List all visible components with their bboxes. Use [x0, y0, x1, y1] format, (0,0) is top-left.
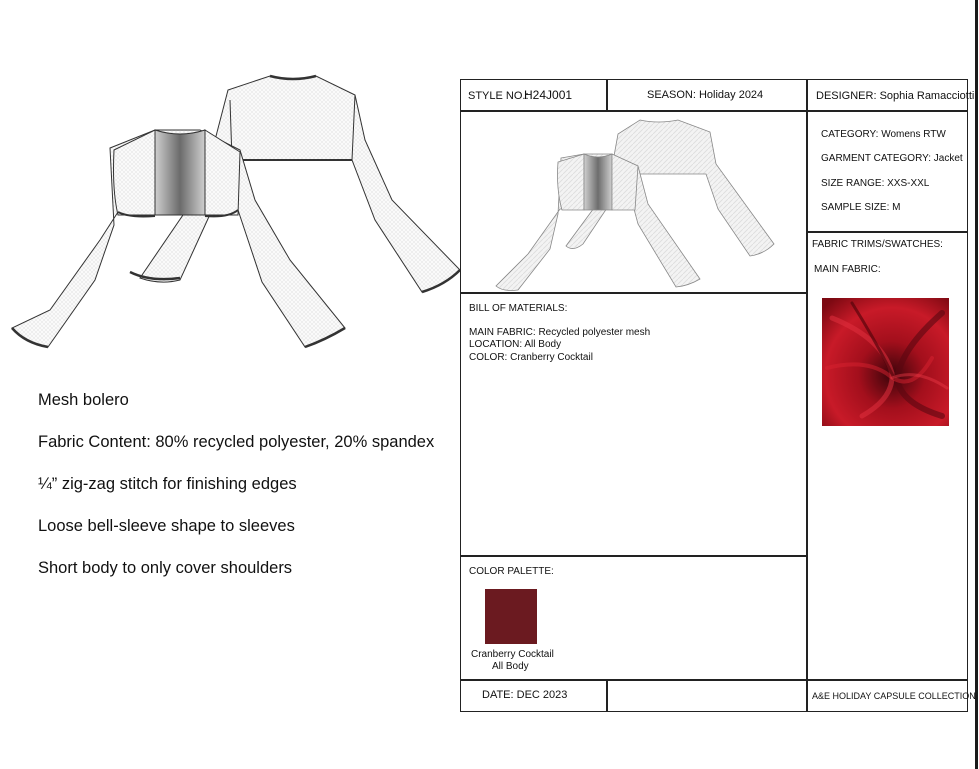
trims-heading: FABRIC TRIMS/SWATCHES: — [812, 239, 943, 250]
bom-divider — [461, 555, 807, 557]
note-sleeve-shape: Loose bell-sleeve shape to sleeves — [38, 517, 295, 535]
bom-heading: BILL OF MATERIALS: — [469, 303, 568, 314]
bom-main-fabric: MAIN FABRIC: Recycled polyester mesh — [469, 327, 651, 338]
note-fabric-content: Fabric Content: 80% recycled polyester, 20% spandex — [38, 433, 435, 451]
bom-location: LOCATION: All Body — [469, 339, 562, 350]
sample-size: SAMPLE SIZE: M — [821, 202, 901, 213]
date: DATE: DEC 2023 — [482, 689, 568, 701]
collection-name: A&E HOLIDAY CAPSULE COLLECTION — [812, 691, 976, 701]
garment-flat-sketch — [0, 60, 470, 360]
category: CATEGORY: Womens RTW — [821, 129, 946, 140]
note-stitch: ¼” zig-zag stitch for finishing edges — [38, 475, 297, 493]
garment-category: GARMENT CATEGORY: Jacket — [821, 153, 963, 164]
page-edge-rule — [975, 0, 978, 769]
garment-sketch-thumbnail — [488, 114, 780, 292]
bom-color: COLOR: Cranberry Cocktail — [469, 352, 593, 363]
style-label: STYLE NO.: — [468, 90, 529, 102]
fabric-swatch-image — [822, 298, 949, 426]
header-col-1 — [606, 80, 608, 111]
size-range: SIZE RANGE: XXS-XXL — [821, 178, 930, 189]
right-column-divider — [806, 80, 808, 711]
main-fabric-label: MAIN FABRIC: — [814, 264, 881, 275]
designer: DESIGNER: Sophia Ramacciotti — [816, 90, 975, 102]
palette-color-location: All Body — [492, 661, 529, 672]
palette-color-name: Cranberry Cocktail — [471, 649, 554, 660]
palette-heading: COLOR PALETTE: — [469, 566, 554, 577]
footer-col-1 — [606, 679, 608, 711]
note-body-length: Short body to only cover shoulders — [38, 559, 293, 577]
style-number: H24J001 — [524, 88, 573, 102]
details-divider — [807, 231, 967, 233]
season: SEASON: Holiday 2024 — [647, 89, 764, 101]
footer-divider — [461, 679, 967, 681]
color-swatch-cranberry — [485, 589, 537, 644]
note-style-name: Mesh bolero — [38, 391, 129, 409]
sketch-divider — [461, 292, 807, 294]
header-divider — [461, 110, 967, 112]
